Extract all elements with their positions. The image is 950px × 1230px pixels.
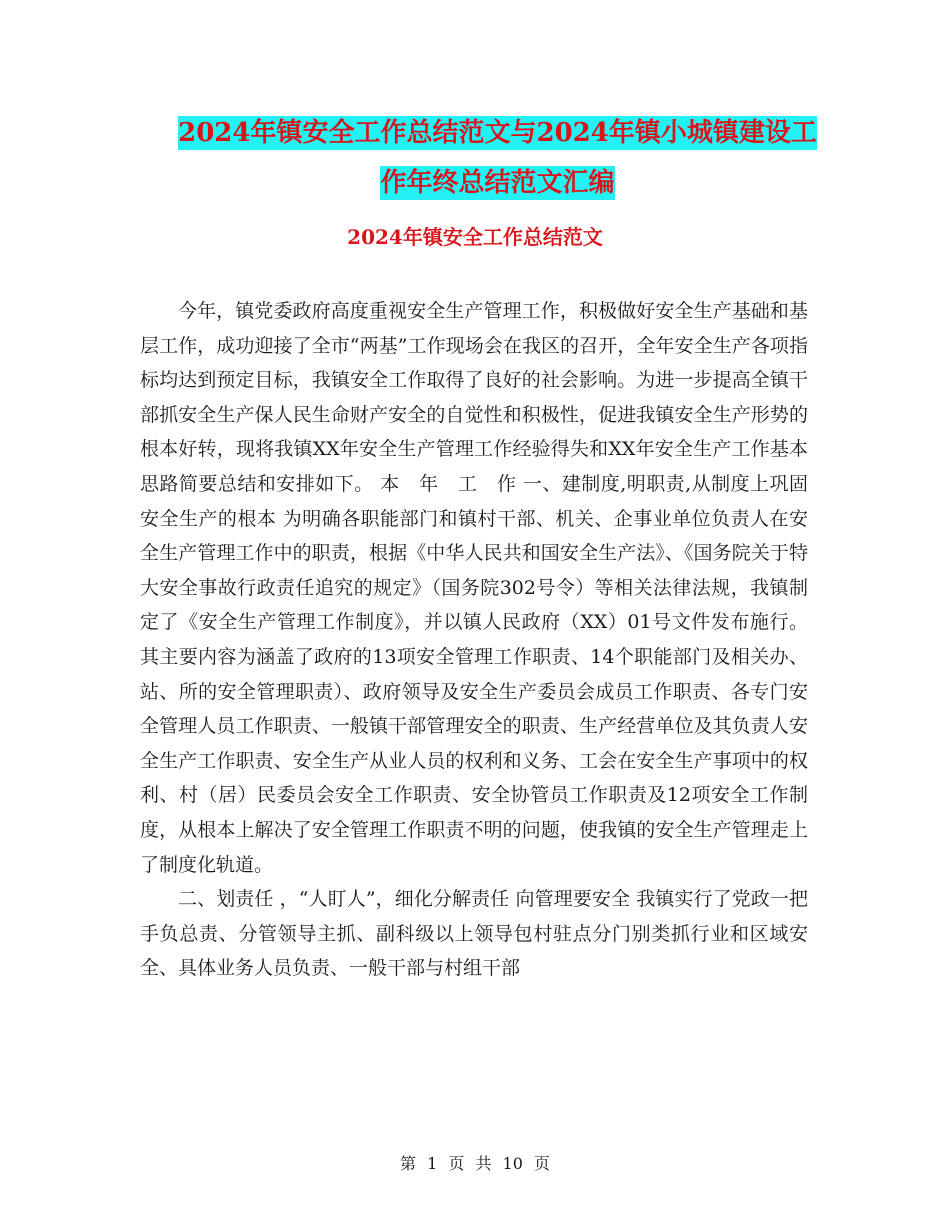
document-title	[140, 108, 855, 208]
page-footer: 第 1 页 共 10 页	[400, 1154, 550, 1173]
section-title: 2024年镇安全工作总结范文	[347, 225, 603, 249]
document-title-line-1: 2024年镇安全工作总结范文与2024年镇小城镇建设工	[178, 118, 817, 148]
body-paragraph-2: 二、划责任 ，“人盯人”，细化分解责任 向管理要安全 我镇实行了党政一把手负总责、分管领导主抓、副科级以上领导包村驻点分门别类抓行业和区域安全、具体业务人员负责、一般干部与村组干部	[140, 888, 808, 980]
body-paragraph-1: 今年，镇党委政府高度重视安全生产管理工作，积极做好安全生产基础和基层工作，成功迎接了全市“两基”工作现场会在我区的召开，全年安全生产各项指标均达到预定目标，我镇安全工作取得了良好的社会影响。为进一步提高全镇干部抓安全生产保人民生命财产安全的自觉性和积极性，促进我镇安全生产形势的根本好转，现将我镇XX年安全生产管理工作经验得失和XX年安全生产工作基本思路简要总结和安排如下。 本 年 工 作 一、建制度,明职责,从制度上巩固安全生产的根本 为明确各职能部门和镇村干部、机关、企事业单位负责人在安全生产管理工作中的职责，根据《中华人民共和国安全生产法》、《国务院关于特大安全事故行政责任追究的规定》（国务院302号令）等相关法律法规，我镇制定了《安全生产管理工作制度》，并以镇人民政府（XX）01号文件发布施行。其主要内容为涵盖了政府的13项安全管理工作职责、14个职能部门及相关办、站、所的安全管理职责）、政府领导及安全生产委员会成员工作职责、各专门安全管理人员工作职责、一般镇干部管理安全的职责、生产经营单位及其负责人安全生产工作职责、安全生产从业人员的权利和义务、工会在安全生产事项中的权利、村（居）民委员会安全工作职责、安全协管员工作职责及12项安全工作制度，从根本上解决了安全管理工作职责不明的问题，使我镇的安全生产管理走上了制度化轨道。	[140, 300, 808, 876]
document-body	[140, 294, 808, 986]
document-title-line-2: 作年终总结范文汇编	[380, 168, 615, 198]
